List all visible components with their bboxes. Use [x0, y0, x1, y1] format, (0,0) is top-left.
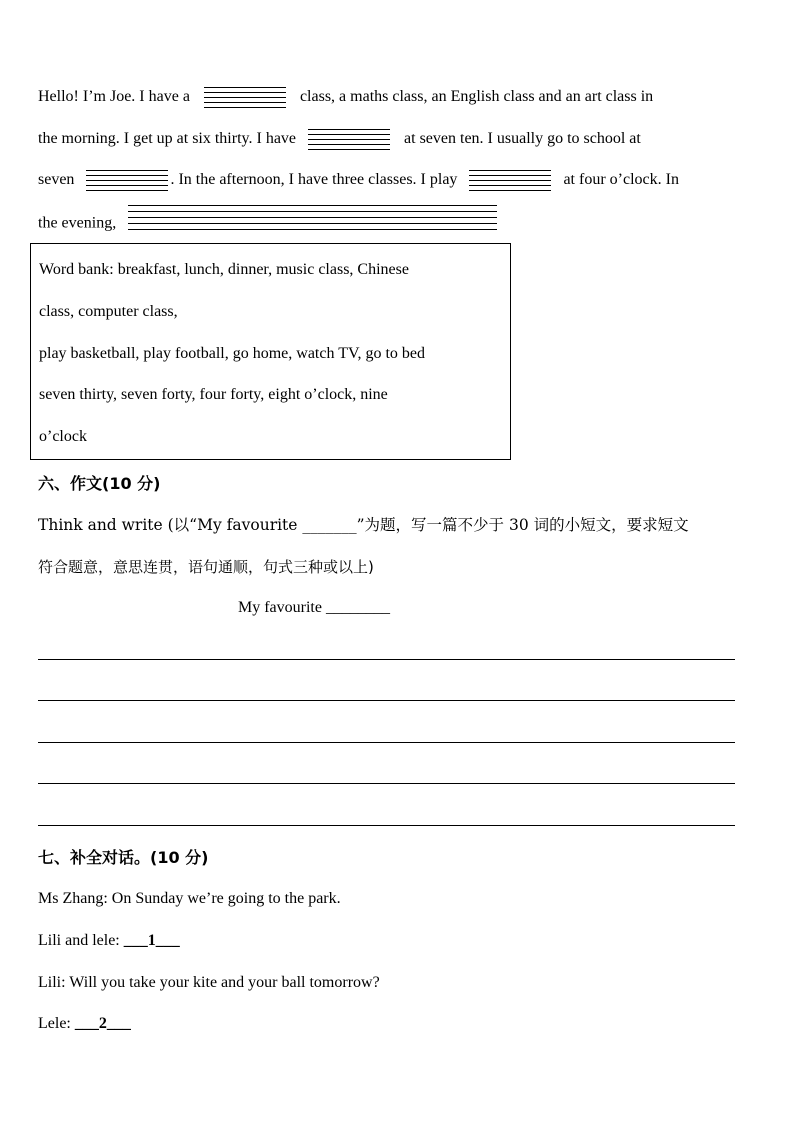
writing-line[interactable]	[38, 700, 735, 701]
dialogue-blank-2[interactable]: ___2___	[74, 1015, 131, 1032]
passage-text: at seven ten. I usually go to school at	[404, 130, 641, 147]
dialogue-line	[38, 1014, 131, 1034]
passage-text: the morning. I get up at six thirty. I have	[38, 130, 297, 147]
writing-line[interactable]	[38, 783, 735, 784]
passage-text: the evening,	[38, 214, 117, 232]
word-bank-line: Word bank: breakfast, lunch, dinner, music class, Chinese	[39, 261, 409, 278]
passage-text: . In the afternoon, I have three classes. I play	[170, 171, 458, 188]
passage-text: at four o’clock. In	[563, 171, 679, 188]
section-6-heading: 六、作文(10 分)	[38, 474, 161, 493]
answer-blank-4[interactable]	[469, 170, 551, 190]
dialogue-text: On Sunday we’re going to the park.	[111, 890, 341, 907]
dialogue-text: Will you take your kite and your ball tomorrow?	[69, 974, 380, 991]
speaker: Lele:	[38, 1015, 71, 1032]
word-bank-line: class, computer class,	[39, 303, 178, 320]
passage-line-4	[38, 212, 497, 236]
writing-line[interactable]	[38, 742, 735, 743]
answer-blank-3[interactable]	[86, 170, 168, 190]
speaker: Lili:	[38, 974, 66, 991]
passage-text: class, a maths class, an English class and an art class in	[299, 88, 654, 105]
dialogue-line	[38, 889, 341, 909]
section-7-heading: 七、补全对话。(10 分)	[38, 848, 209, 867]
passage-line-3	[38, 170, 679, 190]
dialogue-line	[38, 931, 180, 951]
word-bank-line: o’clock	[39, 428, 87, 445]
section-6-instruction-1: Think and write (以“My favourite _______”为题，写一篇不少于 30 词的小短文，要求短文	[38, 516, 689, 534]
writing-line[interactable]	[38, 825, 735, 826]
passage-text: seven	[38, 171, 75, 188]
passage-line-2	[38, 129, 641, 149]
answer-blank-5[interactable]	[128, 205, 497, 229]
word-bank-line: play basketball, play football, go home, watch TV, go to bed	[39, 345, 425, 362]
word-bank-box	[30, 243, 511, 460]
answer-blank-1[interactable]	[204, 87, 286, 107]
speaker: Lili and lele:	[38, 932, 120, 949]
writing-line[interactable]	[38, 659, 735, 660]
speaker: Ms Zhang:	[38, 890, 108, 907]
dialogue-line	[38, 973, 380, 993]
section-6-instruction-2: 符合题意，意思连贯，语句通顺，句式三种或以上)	[38, 558, 374, 576]
word-bank-line: seven thirty, seven forty, four forty, eight o’clock, nine	[39, 386, 388, 403]
passage-text: Hello! I’m Joe. I have a	[38, 88, 190, 105]
answer-blank-2[interactable]	[308, 129, 390, 149]
dialogue-blank-1[interactable]: ___1___	[123, 932, 180, 949]
essay-title: My favourite ________	[238, 599, 390, 616]
passage-line-1	[38, 87, 653, 107]
